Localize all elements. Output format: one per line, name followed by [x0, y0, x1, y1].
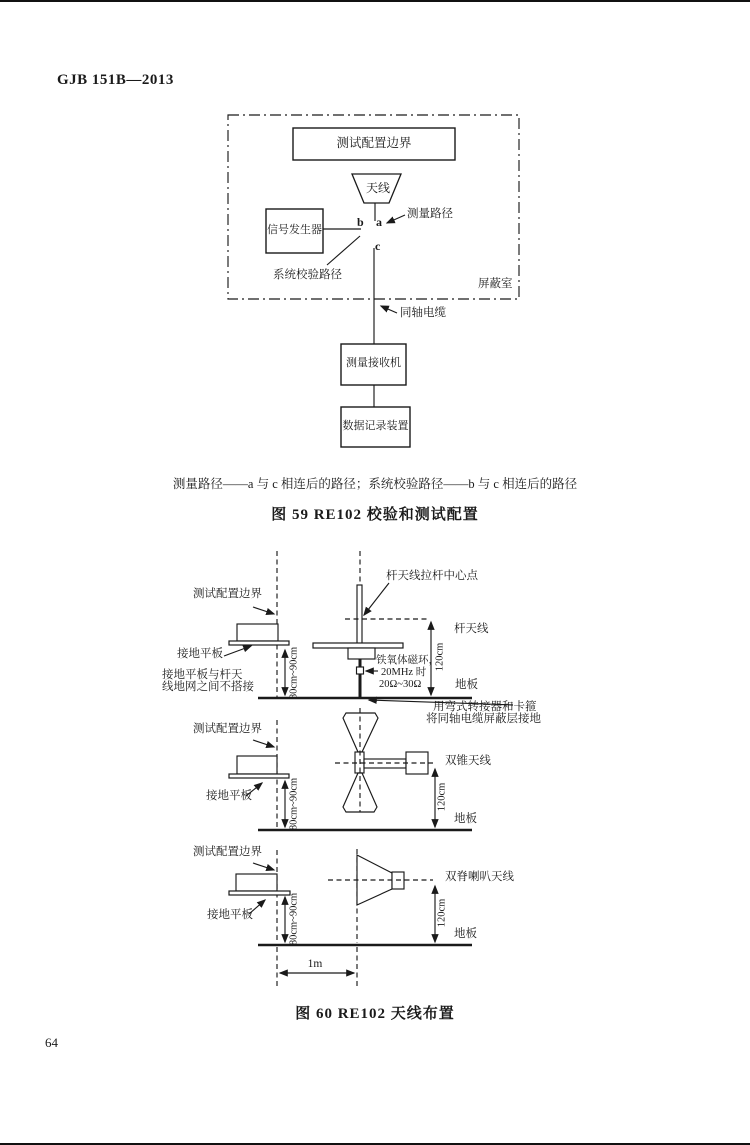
rod-antenna-label: 杆天线 [454, 623, 489, 635]
rod-no-bond-note-line1: 接地平板与杆天 [162, 669, 243, 681]
ferrite-bead [357, 667, 364, 674]
bicon-antenna-label: 双锥天线 [445, 755, 491, 767]
rod-ground-plane [229, 641, 289, 645]
coaxial-cable-label: 同轴电缆 [400, 307, 446, 319]
bicon-ground-plane [229, 774, 289, 778]
figure60-caption: 图 60 RE102 天线布置 [295, 1006, 455, 1022]
signal-generator-label: 信号发生器 [267, 224, 322, 236]
rod-counterpoise [313, 643, 403, 648]
rod-center-label: 杆天线拉杆中心点 [386, 570, 478, 582]
measurement-path-arrow [387, 215, 405, 223]
rod-boundary-label: 测试配置边界 [193, 588, 262, 600]
bicon-height-range-label: 80cm~90cm [288, 777, 300, 831]
test-boundary-label: 测试配置边界 [336, 136, 412, 150]
system-check-path-label: 系统校验路径 [273, 269, 342, 281]
shielded-room-label: 屏蔽室 [478, 278, 513, 290]
receiver-label: 测量接收机 [346, 357, 401, 369]
horn-height-label: 120cm [436, 898, 448, 928]
page-number: 64 [45, 1035, 58, 1050]
rod-eut-box [237, 624, 278, 641]
measurement-path-label: 测量路径 [407, 208, 453, 220]
system-check-path-line [327, 236, 360, 265]
horn-height-range-label: 80cm~90cm [288, 892, 300, 946]
ferrite-label-line1: 铁氧体磁环， [376, 655, 439, 666]
bicon-height-label: 120cm [436, 782, 448, 812]
horn-ground-plane [229, 891, 290, 895]
rod-ground-plane-label: 接地平板 [177, 648, 223, 660]
rod-no-bond-note-line2: 线地网之间不搭接 [162, 681, 254, 693]
horn-boundary-label: 测试配置边界 [193, 846, 262, 858]
coax-cable-arrow [381, 306, 397, 313]
bicon-eut-box [237, 756, 277, 774]
rod-ground-plane-arrow [224, 646, 251, 656]
bicon-floor-label: 地板 [454, 813, 477, 825]
shield-ground-note-line1: 用弯式转接器和卡箍 [433, 701, 537, 713]
rod-floor-label: 地板 [455, 679, 478, 691]
rod-center-arrow [364, 583, 389, 615]
data-recorder-label: 数据记录装置 [342, 420, 409, 432]
rod-boundary-arrow [253, 607, 274, 614]
one-meter-label: 1m [307, 958, 323, 970]
bicon-boundary-arrow [253, 740, 274, 747]
shield-ground-note-line2: 将同轴电缆屏蔽层接地 [426, 713, 541, 725]
standard-number: GJB 151B—2013 [57, 72, 174, 88]
figure59-caption: 图 59 RE102 校验和测试配置 [271, 507, 479, 523]
rod-height-label: 120cm [434, 642, 446, 672]
point-b-label: b [357, 215, 364, 229]
figure59-legend-note: 测量路径——a 与 c 相连后的路径；系统校验路径——b 与 c 相连后的路径 [172, 477, 578, 491]
rod-height-range-label: 80cm~90cm [288, 646, 300, 700]
bicon-ground-plane-label: 接地平板 [206, 790, 252, 802]
figure-linework [0, 2, 750, 1143]
horn-floor-label: 地板 [454, 928, 477, 940]
horn-eut-box [236, 874, 277, 891]
antenna-label: 天线 [365, 181, 390, 195]
bicon-boundary-label: 测试配置边界 [193, 723, 262, 735]
horn-ground-plane-label: 接地平板 [207, 909, 253, 921]
ferrite-label-line2: 20MHz 时 [381, 667, 427, 678]
point-c-label: c [375, 239, 381, 253]
point-a-label: a [376, 215, 382, 229]
rod-element [357, 585, 362, 644]
ferrite-label-line3: 20Ω~30Ω [379, 679, 422, 690]
rod-matching-base [348, 648, 375, 659]
horn-antenna-label: 双脊喇叭天线 [445, 871, 514, 883]
horn-boundary-arrow [253, 863, 274, 870]
